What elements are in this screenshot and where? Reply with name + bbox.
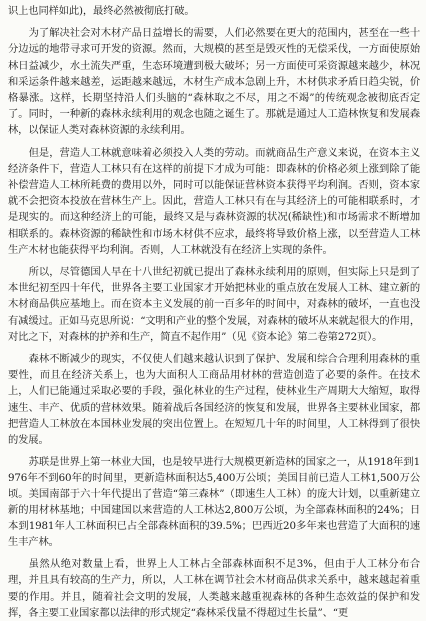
paragraph-continued: 识上也同样如此)，最终必然被彻底打破。: [8, 5, 195, 17]
paragraph-1: 为了解决社会对木材产品日益增长的需要，人们必然要在更大的范围内，甚至在一些十分边远的地带寻求可开发的资源。然而，大规模的甚至是毁灭性的无偿采伐，一方面使原始林日益减少，水土流失严重，生态环境遭到极大破坏；另一方面使可采资源越来越少，林况和采运条件越来越差，运距越来越远，木材生产成本急剧上升，木材供求矛盾日趋尖锐，价格暴涨。这样，长期坚持沿人们头脑的“森林取之不尽，用之不竭”的传统观念被彻底否定了。同时，一种新的森林永续利用的观念也随之诞生了。那就是通过人工造林恢复和发展森林，以保证人类对森林资源的永续利用。: [8, 27, 420, 137]
paragraph-2: 但是，营造人工林就意味着必须投入人类的劳动。而就商品生产意义来说，在资本主义经济条件下，营造人工林只有在这样的前提下才成为可能：即森林的价格必须上涨到除了能补偿营造人工林所耗费的费用以外，同时可以能保证营林资本获得平均利润。否则，资本家就不会把资本投放在营林生产上。因此，营造人工林只有在与其经济上的可能相联系时，才是现实的。而这种经济上的可能，最终又是与森林资源的状况(稀缺性)和市场需求不断增加相联系的。森林资源的稀缺性和市场木材供不应求，最终将导致价格上涨，以至营造人工林生产木材也能获得平均利润。否则，人工林就没有在经济上实现的条件。: [8, 146, 420, 256]
paragraph-4: 森林不断减少的现实，不仅使人们越来越认识到了保护、发展和综合合理利用森林的重要性，而且在经济关系上，也为大面积人工商品用材林的营造创造了必要的条件。在技术上，人们已能通过采取必要的手段，强化林业的生产过程，使林业生产周期大大缩短，取得速生、丰产、优质的营林效果。随着战后各国经济的恢复和发展，世界各主要林业国家，都把营造人工林放在本国林业发展的突出位置上。在短短几十年的时间里，人工林得到了很快的发展。: [8, 353, 420, 447]
paragraph-5: 苏联是世界上第一林业大国，也是较早进行大规模更新造林的国家之一，从1918年到1976年不到60年的时间里，更新造林面积达5,400万公顷；美国目前已造人工林1,500万公顷。美国南部于六十年代提出了营造“第三森林”（即速生人工林）的庞大计划，以重新建立新的用材林基地；中国建国以来营造的人工林达2,800万公顷，为全部森林面积的24%；日本到1981年人工林面积已占全部森林面积的39.5%；巴西近20多年来也营造了大面积的速生丰产林。: [8, 456, 420, 549]
paragraph-6: 虽然从绝对数量上看，世界上人工林占全部森林面积不足3%，但由于人工林分布合理，并且具有较高的生产力，所以，人工林在调节社会木材商品供求关系中，越来越起着重要的作用。并且，随着社会文明的发展，人类越来越重视森林的各种生态效益的保护和发挥，各主要工业国家都以法律的形式规定“森林采伐量不得超过生长量”、“更: [8, 558, 420, 619]
paragraph-3: 所以，尽管德国人早在十八世纪初就已提出了森林永续利用的原则，但实际上只是到了本世纪初至四十年代，世界各主要工业国家才开始把林业的重点放在发展人工林、建立新的木材商品供应基地上。而在资本主义发展的前一百多年的时间中，对森林的破坏，一直也没有减缓过。正如马克思所说：“文明和产业的整个发展，对森林的破坏从来就起很大的作用，对比之下，对森林的护养和生产，简直不起作用”（见《资本论》第二卷第272页）。: [8, 266, 420, 343]
